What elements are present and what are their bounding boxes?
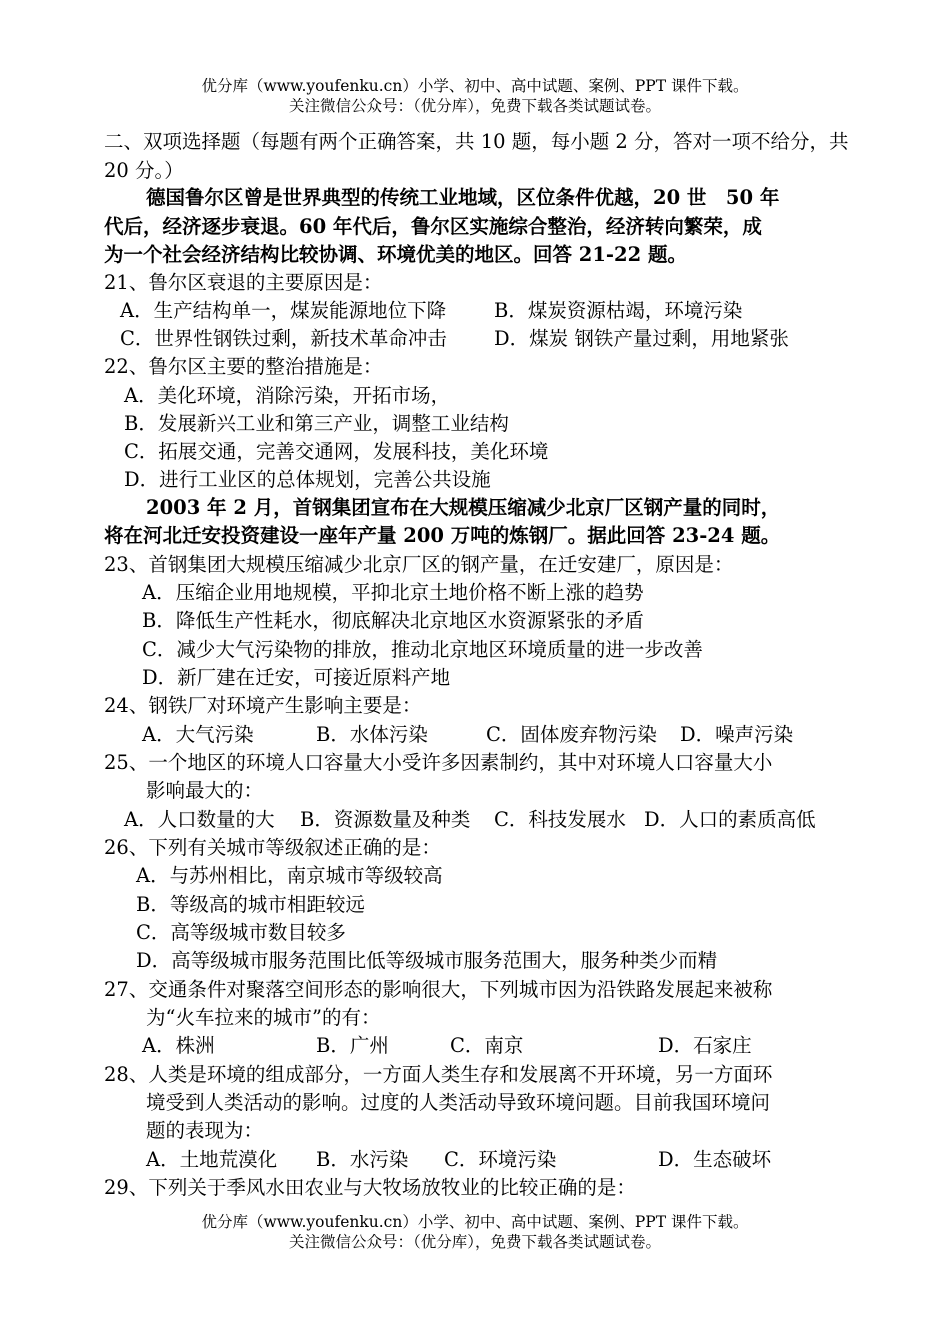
footer-line-1: 优分库（www.youfenku.cn）小学、初中、高中试题、案例、PPT 课件下载。 xyxy=(201,1213,749,1231)
q24-stem: 24、钢铁厂对环境产生影响主要是： xyxy=(104,694,422,717)
q21-stem: 21、鲁尔区衰退的主要原因是： xyxy=(104,271,383,294)
q24-option-c: C．固体废弃物污染 xyxy=(486,723,657,746)
passage2-line1: 2003 年 2 月，首钢集团宣布在大规模压缩减少北京厂区钢产量的同时， xyxy=(146,496,781,519)
q21-option-b: B．煤炭资源枯竭，环境污染 xyxy=(494,299,743,322)
passage1-line3: 为一个社会经济结构比较协调、环境优美的地区。回答 21-22 题。 xyxy=(104,243,687,266)
q21-option-d: D．煤炭 钢铁产量过剩，用地紧张 xyxy=(494,327,789,350)
footer-line-2: 关注微信公众号：（优分库），免费下载各类试题试卷。 xyxy=(288,1233,661,1251)
page-footer xyxy=(0,1212,950,1252)
q28-option-d: D．生态破坏 xyxy=(658,1148,772,1171)
q27-option-c: C．南京 xyxy=(450,1034,524,1057)
q28-option-c: C．环境污染 xyxy=(444,1148,557,1171)
q25-option-c: C．科技发展水 xyxy=(494,808,626,831)
section-title: 二、双项选择题（每题有两个正确答案，共 10 题，每小题 2 分，答对一项不给分，共 xyxy=(104,130,849,153)
q26-stem: 26、下列有关城市等级叙述正确的是： xyxy=(104,836,441,859)
q25-stem-cont: 影响最大的： xyxy=(146,779,264,802)
q23-option-b: B．降低生产性耗水，彻底解决北京地区水资源紧张的矛盾 xyxy=(142,609,644,632)
header-line-2: 关注微信公众号：（优分库），免费下载各类试题试卷。 xyxy=(288,97,661,115)
passage1-line2: 代后，经济逐步衰退。60 年代后，鲁尔区实施综合整治，经济转向繁荣，成 xyxy=(104,215,762,238)
q25-option-a: A．人口数量的大 xyxy=(124,808,275,831)
q28-option-a: A．土地荒漠化 xyxy=(146,1148,278,1171)
q25-stem: 25、一个地区的环境人口容量大小受许多因素制约，其中对环境人口容量大小 xyxy=(104,751,773,774)
q28-stem-cont2: 题的表现为： xyxy=(146,1119,264,1142)
q28-stem: 28、人类是环境的组成部分，一方面人类生存和发展离不开环境，另一方面环 xyxy=(104,1063,773,1086)
q23-option-c: C．减少大气污染物的排放，推动北京地区环境质量的进一步改善 xyxy=(142,638,703,661)
q22-option-b: B．发展新兴工业和第三产业，调整工业结构 xyxy=(124,412,509,435)
q26-option-c: C．高等级城市数目较多 xyxy=(136,921,346,944)
section-title-cont: 20 分。） xyxy=(104,159,184,182)
header-line-1: 优分库（www.youfenku.cn）小学、初中、高中试题、案例、PPT 课件下载。 xyxy=(201,77,749,95)
passage2-line2: 将在河北迁安投资建设一座年产量 200 万吨的炼钢厂。据此回答 23-24 题。 xyxy=(104,524,781,547)
q29-stem: 29、下列关于季风水田农业与大牧场放牧业的比较正确的是： xyxy=(104,1176,636,1199)
q22-option-a: A．美化环境，消除污染，开拓市场， xyxy=(124,384,451,407)
q24-option-d: D．噪声污染 xyxy=(680,723,794,746)
q26-option-a: A．与苏州相比，南京城市等级较高 xyxy=(136,864,443,887)
q21-option-a: A．生产结构单一，煤炭能源地位下降 xyxy=(120,299,447,322)
q28-option-b: B．水污染 xyxy=(316,1148,409,1171)
page-header xyxy=(0,76,950,116)
q24-option-a: A．大气污染 xyxy=(142,723,254,746)
q22-option-c: C．拓展交通，完善交通网，发展科技，美化环境 xyxy=(124,440,549,463)
q27-option-b: B．广州 xyxy=(316,1034,389,1057)
q27-option-a: A．株洲 xyxy=(142,1034,215,1057)
q27-option-d: D．石家庄 xyxy=(658,1034,752,1057)
q23-stem: 23、首钢集团大规模压缩减少北京厂区的钢产量，在迁安建厂，原因是： xyxy=(104,553,734,576)
q23-option-d: D．新厂建在迁安，可接近原料产地 xyxy=(142,666,451,689)
q21-option-c: C．世界性钢铁过剩，新技术革命冲击 xyxy=(120,327,447,350)
passage1-line1: 德国鲁尔区曾是世界典型的传统工业地域，区位条件优越，20 世 50 年 xyxy=(146,186,780,209)
q23-option-a: A．压缩企业用地规模，平抑北京土地价格不断上涨的趋势 xyxy=(142,581,644,604)
q27-stem: 27、交通条件对聚落空间形态的影响很大，下列城市因为沿铁路发展起来被称 xyxy=(104,978,773,1001)
q24-option-b: B．水体污染 xyxy=(316,723,428,746)
q27-stem-cont: 为“火车拉来的城市”的有： xyxy=(146,1006,381,1029)
q26-option-d: D．高等级城市服务范围比低等级城市服务范围大，服务种类少而精 xyxy=(136,949,718,972)
q22-option-d: D．进行工业区的总体规划，完善公共设施 xyxy=(124,468,491,491)
q28-stem-cont1: 境受到人类活动的影响。过度的人类活动导致环境问题。目前我国环境问 xyxy=(146,1091,771,1114)
q25-option-b: B．资源数量及种类 xyxy=(300,808,471,831)
q25-option-d: D．人口的素质高低 xyxy=(644,808,816,831)
q22-stem: 22、鲁尔区主要的整治措施是： xyxy=(104,355,383,378)
q26-option-b: B．等级高的城市相距较远 xyxy=(136,893,365,916)
